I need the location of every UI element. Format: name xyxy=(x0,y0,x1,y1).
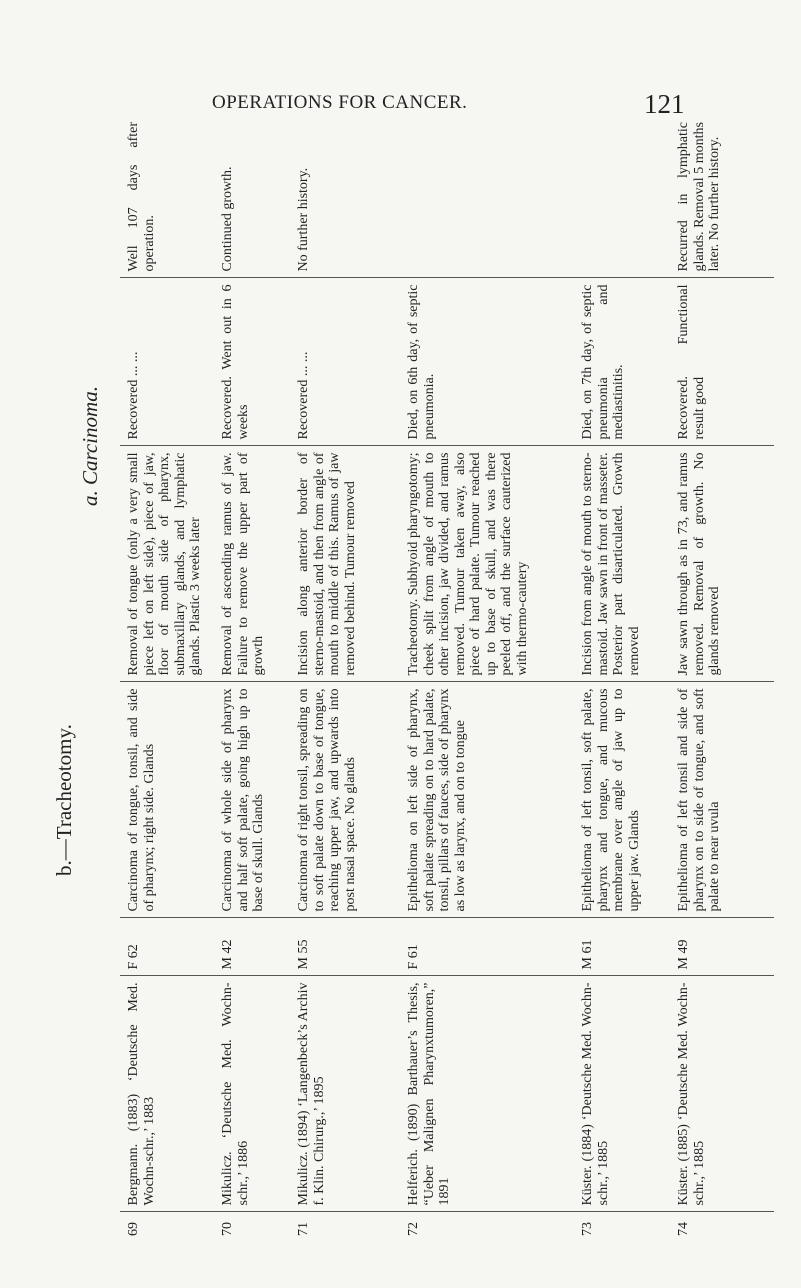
case-operation: Removal of tongue (only a very small piece left on left side), piece of jaw, floor of mouth side of pharynx, submaxillary glands, and lymphatic glands. Plastic 3 weeks later xyxy=(120,446,214,682)
case-condition: Carcinoma of right tonsil, spreading on to soft palate down to base of tongue, reaching upper jaw, and upwards into post nasal space. No glands xyxy=(290,682,400,918)
case-sex-age: M 55 xyxy=(290,918,400,976)
case-authority: Bergmann. (1883) ‘Deutsche Med. Wochn-schr.,’ 1883 xyxy=(120,976,214,1212)
case-result: Recovered ... ... xyxy=(290,278,400,446)
case-sex-age: M 61 xyxy=(574,918,670,976)
case-result: Recovered. Went out in 6 weeks xyxy=(214,278,290,446)
case-condition: Epithelioma of left tonsil, soft palate, pharynx and tongue, and mucous membrane over angle of jaw up to upper jaw. Glands xyxy=(574,682,670,918)
table-row xyxy=(574,116,670,1236)
case-condition: Epithelioma of left tonsil and side of pharynx on to side of tongue, and soft palate to near uvula xyxy=(670,682,774,918)
case-outcome: Continued growth. xyxy=(214,116,290,278)
case-outcome: Well 107 days after operation. xyxy=(120,116,214,278)
case-operation: Incision from angle of mouth to sterno-mastoid. Jaw sawn in front of masseter. Posterior part disarticulated. Growth removed xyxy=(574,446,670,682)
case-number: 71 xyxy=(296,1222,311,1236)
case-operation: Incision along anterior border of sterno-mastoid, and then from angle of mouth to middle of this. Ramus of jaw removed behind. Tumour removed xyxy=(290,446,400,682)
case-condition: Carcinoma of whole side of pharynx and half soft palate, going high up to base of skull. Glands xyxy=(214,682,290,918)
case-sex-age: F 61 xyxy=(400,918,574,976)
case-result: Recovered. Functional result good xyxy=(670,278,774,446)
case-sex-age: M 42 xyxy=(214,918,290,976)
case-sex-age: F 62 xyxy=(120,918,214,976)
case-number: 73 xyxy=(580,1222,595,1236)
section-subheading: a. Carcinoma. xyxy=(78,386,102,506)
case-operation: Removal of ascending ramus of jaw. Failure to remove the upper part of growth xyxy=(214,446,290,682)
case-authority: Küster. (1885) ‘Deutsche Med. Wochn-schr.,’ 1885 xyxy=(670,976,774,1212)
case-number: 69 xyxy=(126,1222,141,1236)
case-number: 72 xyxy=(406,1222,421,1236)
case-table xyxy=(120,116,774,1236)
table-row xyxy=(120,116,214,1236)
case-authority: Mikulicz. ‘Deutsche Med. Wochn-schr.,’ 1886 xyxy=(214,976,290,1212)
page-number: 121 xyxy=(644,89,685,119)
case-outcome xyxy=(574,116,670,278)
case-sex-age: M 49 xyxy=(670,918,774,976)
case-outcome xyxy=(400,116,574,278)
case-authority: Helferich. (1890) Barthauer’s Thesis, “Ueber Malignen Pharynxtumoren,” 1891 xyxy=(400,976,574,1212)
case-number: 70 xyxy=(220,1222,235,1236)
table-row xyxy=(290,116,400,1236)
case-authority: Küster. (1884) ‘Deutsche Med. Wochn-schr.,’ 1885 xyxy=(574,976,670,1212)
case-result: Recovered ... ... xyxy=(120,278,214,446)
rotated-table-page xyxy=(52,116,772,1236)
table-row xyxy=(670,116,774,1236)
case-outcome: No further history. xyxy=(290,116,400,278)
running-title: OPERATIONS FOR CANCER. xyxy=(212,92,468,113)
case-operation: Jaw sawn through as in 73, and ramus removed. Removal of growth. No glands removed xyxy=(670,446,774,682)
case-result: Died, on 7th day, of septic pneumonia and mediastinitis. xyxy=(574,278,670,446)
case-operation: Tracheotomy. Subhyoid pharyngotomy; cheek split from angle of mouth to other incision, jaw divided, and ramus removed. Tumour taken away, also piece of hard palate. Tumour reached up to base of skull, and was there peeled off, and the surface cauterized with thermo-cautery xyxy=(400,446,574,682)
case-number: 74 xyxy=(676,1222,691,1236)
case-condition: Carcinoma of tongue, tonsil, and side of pharynx; right side. Glands xyxy=(120,682,214,918)
table-row xyxy=(214,116,290,1236)
case-result: Died, on 6th day, of septic pneumonia. xyxy=(400,278,574,446)
case-authority: Mikulicz. (1894) ‘Langenbeck’s Archiv f. Klin. Chirurg.,’ 1895 xyxy=(290,976,400,1212)
case-outcome: Recurred in lymphatic glands. Removal 5 months later. No further history. xyxy=(670,116,774,278)
case-condition: Epithelioma on left side of pharynx, soft palate spreading on to hard palate, tonsil, pillars of fauces, side of pharynx as low as larynx, and on to tongue xyxy=(400,682,574,918)
section-heading: b.—Tracheotomy. xyxy=(52,724,76,876)
table-row xyxy=(400,116,574,1236)
